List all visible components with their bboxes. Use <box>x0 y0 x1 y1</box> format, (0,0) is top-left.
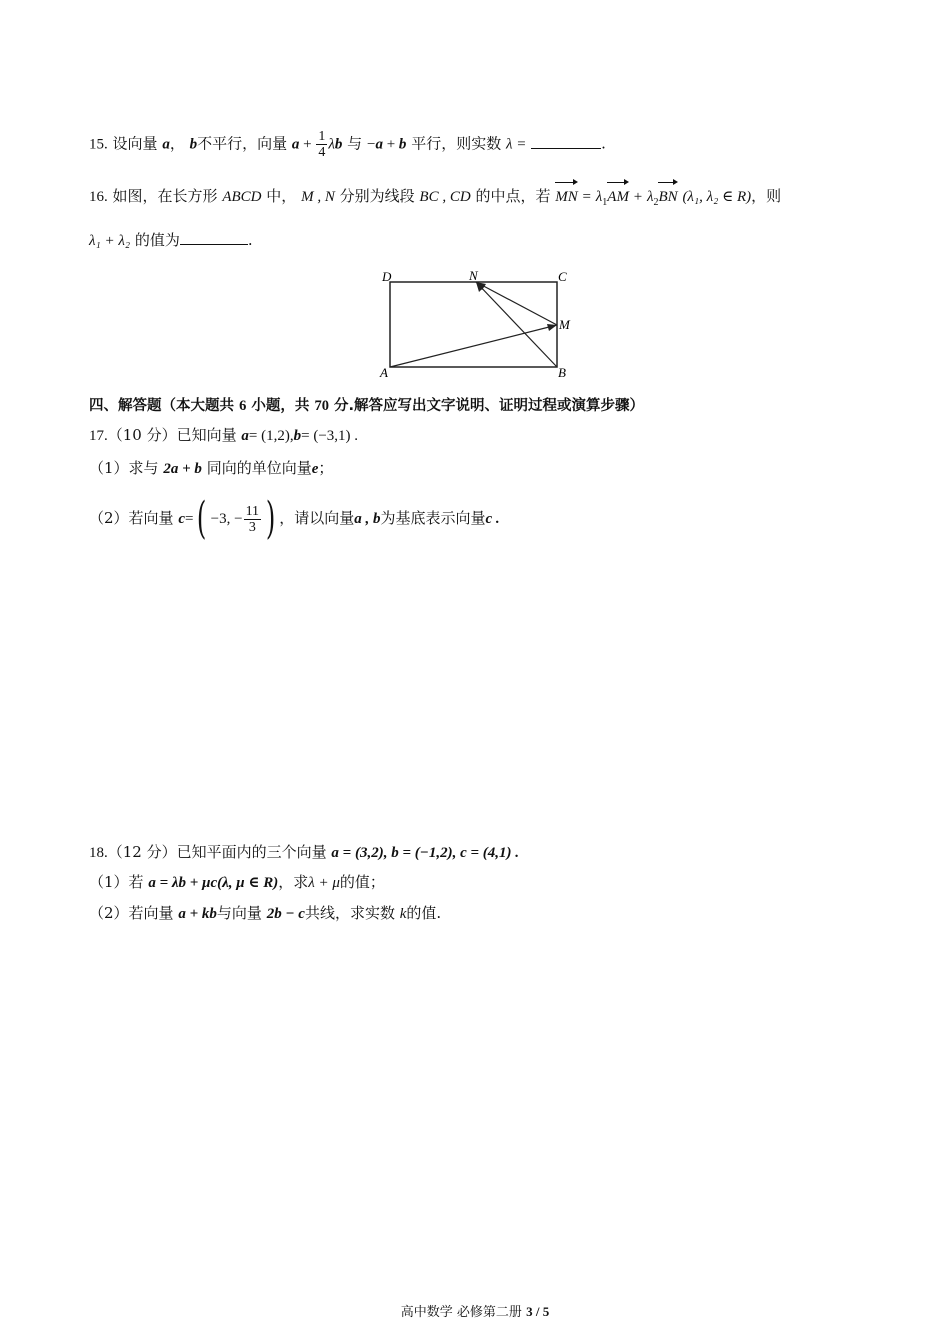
question-16: 16. 如图，在长方形 ABCD 中， M , N 分别为线段 BC , CD 的中点，若 MN = $\lambda_1AM + \lambda_2BN$ (λ₁, λ₂ ∈ R)，则 <box>89 180 781 214</box>
arrowhead-am <box>547 324 557 331</box>
question-18-part-1: （1）若 a = λb + μc(λ, μ ∈ R)，求λ + μ的值； <box>89 873 385 891</box>
rect-abcd <box>390 282 557 367</box>
page-footer: 高中数学 必修第二册 3 / 5 <box>400 1304 550 1320</box>
question-17: 17.（10 分）已知向量 a= (1,2),b= (−3,1) . <box>89 426 359 444</box>
answer-blank-15[interactable] <box>531 134 601 149</box>
label-d: D <box>382 269 392 284</box>
vector-am: AM <box>607 180 629 208</box>
label-a: A <box>380 365 388 380</box>
section-4-heading: 四、解答题（本大题共 6 小题，共 70 分.解答应写出文字说明、证明过程或演算步骤） <box>89 398 645 414</box>
segment-am <box>390 325 557 367</box>
question-18-part-2: （2）若向量 a + kb与向量 2b − c共线，求实数 k的值. <box>89 904 442 922</box>
segment-bn <box>476 282 557 367</box>
segment-mn <box>476 282 557 325</box>
question-18: 18.（12 分）已知平面内的三个向量 a = (3,2), b = (−1,2), c = (4,1) . <box>89 843 520 861</box>
vector-bn: BN <box>658 180 677 208</box>
fraction-one-quarter: $\frac{1}{4}$ <box>318 129 326 160</box>
question-17-part-1: （1）求与 2a + b 同向的单位向量e； <box>89 459 334 477</box>
vector-mn: MN <box>555 180 578 208</box>
page-number: 3 / 5 <box>526 1304 550 1319</box>
label-b: B <box>558 365 566 380</box>
answer-blank-16[interactable] <box>180 230 248 245</box>
rectangle-figure <box>376 266 576 382</box>
q15-number: 15. <box>89 136 108 153</box>
question-16-line2: λ₁ + λ₂ 的值为 . <box>89 231 253 249</box>
label-m: M <box>559 317 570 332</box>
question-17-part-2: （2）若向量 c=( −3, − $\frac{11}{3}$ ) ，请以向量a , b为基底表示向量c . <box>89 493 500 544</box>
question-15: 15. 设向量 a， b不平行，向量 a + $\frac{1}{4}$ λb 与 −a + b 平行，则实数 λ = . <box>89 129 606 160</box>
label-n: N <box>469 268 478 283</box>
label-c: C <box>558 269 567 284</box>
fraction-eleven-thirds: $\frac{11}{3}$ <box>245 503 260 535</box>
